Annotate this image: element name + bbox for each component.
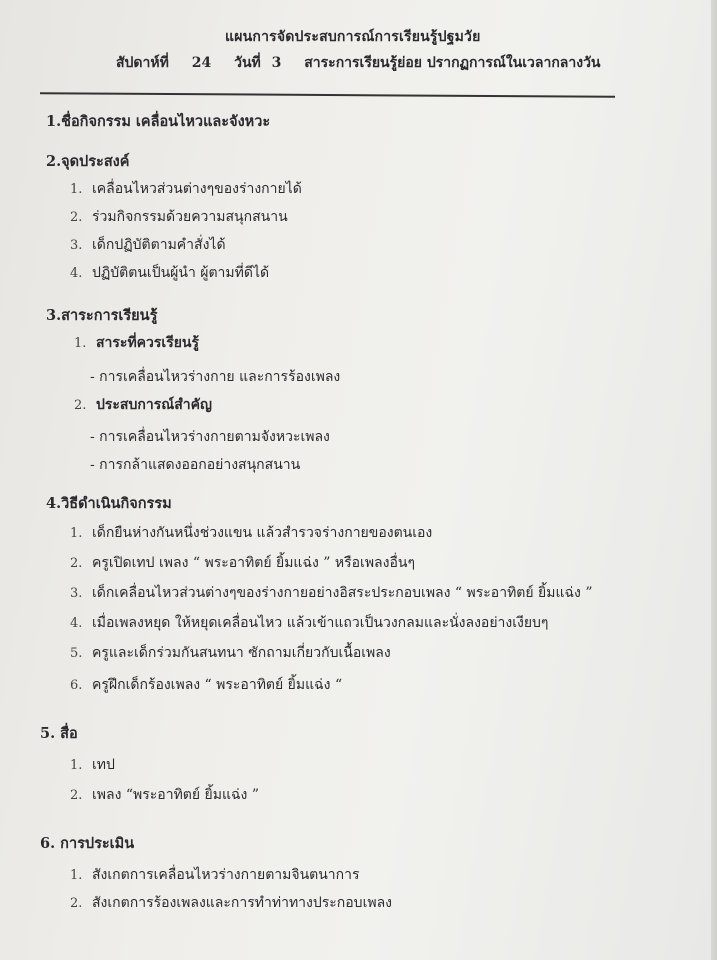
item-text: เด็กปฏิบัติตามคำสั่งได้ xyxy=(92,237,226,253)
header-divider xyxy=(40,92,615,97)
list-item: - การเคลื่อนไหวร่างกายตามจังหวะเพลง xyxy=(90,429,330,445)
section-procedure xyxy=(46,492,646,693)
item-text: ครูฝึกเด็กร้องเพลง “ พระอาทิตย์ ยิ้มแฉ่ง “ xyxy=(92,677,343,693)
section-heading: 4.วิธีดำเนินกิจกรรม xyxy=(46,495,172,512)
item-text: ร่วมกิจกรรมด้วยความสนุกสนาน xyxy=(92,209,288,225)
day-label: วันที่ xyxy=(234,55,261,71)
day-number: 3 xyxy=(271,55,282,71)
item-text: ครูเปิดเทป เพลง “ พระอาทิตย์ ยิ้มแฉ่ง ” หรือเพลงอื่นๆ xyxy=(92,555,415,571)
section-heading: 5. สื่อ xyxy=(40,725,78,742)
list-item: - การกล้าแสดงออกอย่างสนุกสนาน xyxy=(90,457,301,473)
item-number: 1. xyxy=(70,526,83,541)
item-number: 3. xyxy=(70,238,83,253)
header-meta xyxy=(116,52,676,74)
section-activity-name xyxy=(46,110,646,133)
list-item xyxy=(70,784,259,806)
item-text: เด็กยืนห่างกันหนึ่งช่วงแขน แล้วสำรวจร่างกายของตนเอง xyxy=(92,525,433,541)
item-number: 1. xyxy=(70,182,83,197)
list-item xyxy=(70,206,288,228)
item-text: เมื่อเพลงหยุด ให้หยุดเคลื่อนไหว แล้วเข้าแถวเป็นวงกลมและนั่งลงอย่างเงียบๆ xyxy=(92,615,549,631)
item-text: สังเกตการร้องเพลงและการทำท่าทางประกอบเพลง xyxy=(92,895,392,911)
item-text: เคลื่อนไหวส่วนต่างๆของร่างกายได้ xyxy=(92,181,302,197)
item-number: 4. xyxy=(70,266,83,281)
list-item: - การเคลื่อนไหวร่างกาย และการร้องเพลง xyxy=(90,369,341,385)
list-item xyxy=(70,522,432,544)
topic: สาระการเรียนรู้ย่อย ปรากฏการณ์ในเวลากลางวัน xyxy=(304,55,601,71)
item-number: 2. xyxy=(70,556,83,571)
item-number: 6. xyxy=(70,678,83,693)
item-text: ปฏิบัติตนเป็นผู้นำ ผู้ตามที่ดีได้ xyxy=(92,265,270,281)
item-number: 5. xyxy=(70,646,83,661)
section-objectives xyxy=(46,150,646,281)
list-item xyxy=(70,552,415,574)
item-text: เทป xyxy=(92,757,115,773)
document-title: แผนการจัดประสบการณ์การเรียนรู้ปฐมวัย xyxy=(225,29,481,45)
section-heading: 2.จุดประสงค์ xyxy=(46,153,130,170)
list-item xyxy=(70,864,360,886)
item-number: 1. xyxy=(70,758,83,773)
item-number: 2. xyxy=(70,788,83,803)
list-item xyxy=(70,642,391,664)
subsection-label: ประสบการณ์สำคัญ xyxy=(96,397,212,413)
week-number: 24 xyxy=(191,55,212,71)
list-item xyxy=(70,582,592,604)
list-item xyxy=(70,674,342,696)
list-item xyxy=(70,892,392,914)
subsection-title xyxy=(74,394,212,416)
subsection-title xyxy=(74,332,199,354)
section-heading: 3.สาระการเรียนรู้ xyxy=(46,307,158,324)
section-learning-content xyxy=(46,304,646,473)
list-item xyxy=(70,262,269,284)
item-text: ครูและเด็กร่วมกันสนทนา ซักถามเกี่ยวกับเนื้อเพลง xyxy=(92,645,391,661)
list-item xyxy=(70,234,226,256)
item-number: 4. xyxy=(70,616,83,631)
list-item xyxy=(70,754,115,776)
item-number: 2. xyxy=(70,210,83,225)
item-text: เพลง “พระอาทิตย์ ยิ้มแฉ่ง ” xyxy=(92,787,259,803)
list-item xyxy=(70,612,548,634)
list-item xyxy=(70,178,302,200)
subsection-label: สาระที่ควรเรียนรู้ xyxy=(96,335,200,351)
section-media xyxy=(40,722,640,803)
section-evaluation xyxy=(40,832,640,911)
item-number: 2. xyxy=(70,896,83,911)
section-heading: 6. การประเมิน xyxy=(40,835,135,852)
page-edge xyxy=(711,0,717,960)
item-text: เด็กเคลื่อนไหวส่วนต่างๆของร่างกายอย่างอิสระประกอบเพลง “ พระอาทิตย์ ยิ้มแฉ่ง ” xyxy=(92,585,593,601)
item-number: 1. xyxy=(74,336,87,351)
item-text: สังเกตการเคลื่อนไหวร่างกายตามจินตนาการ xyxy=(92,867,360,883)
week-label: สัปดาห์ที่ xyxy=(116,55,169,71)
section-heading: 1.ชื่อกิจกรรม เคลื่อนไหวและจังหวะ xyxy=(46,113,271,130)
item-number: 3. xyxy=(70,586,83,601)
item-number: 1. xyxy=(70,868,83,883)
item-number: 2. xyxy=(74,398,87,413)
